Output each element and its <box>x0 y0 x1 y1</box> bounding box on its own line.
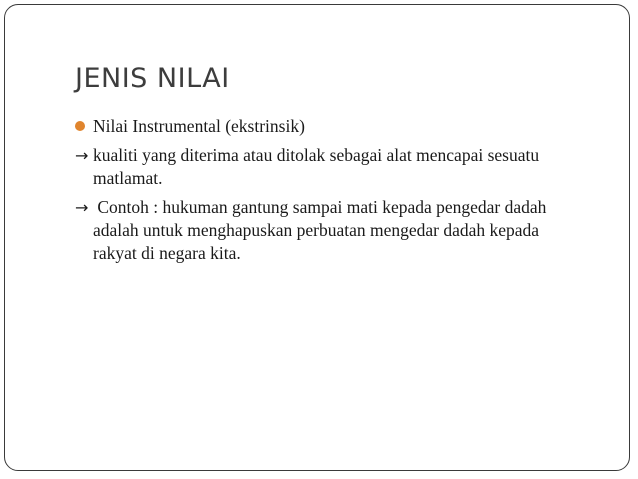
bullet-item-contoh <box>75 196 575 265</box>
arrow-right-icon: → <box>75 146 89 165</box>
bullet-list <box>75 115 575 271</box>
dot-bullet-icon <box>75 121 85 131</box>
bullet-text: kualiti yang diterima atau ditolak sebagai alat mencapai sesuatu matlamat. <box>93 145 540 188</box>
slide-title: JENIS NILAI <box>75 63 230 94</box>
bullet-text: Nilai Instrumental (ekstrinsik) <box>93 116 305 136</box>
arrow-right-icon: → <box>75 198 89 217</box>
slide-frame <box>4 4 630 471</box>
bullet-item-nilai-instrumental <box>75 115 575 138</box>
bullet-text: Contoh : hukuman gantung sampai mati kepada pengedar dadah adalah untuk menghapuskan perbuatan mengedar dadah kepada rakyat di negara kita. <box>93 197 551 263</box>
bullet-item-kualiti <box>75 144 575 190</box>
